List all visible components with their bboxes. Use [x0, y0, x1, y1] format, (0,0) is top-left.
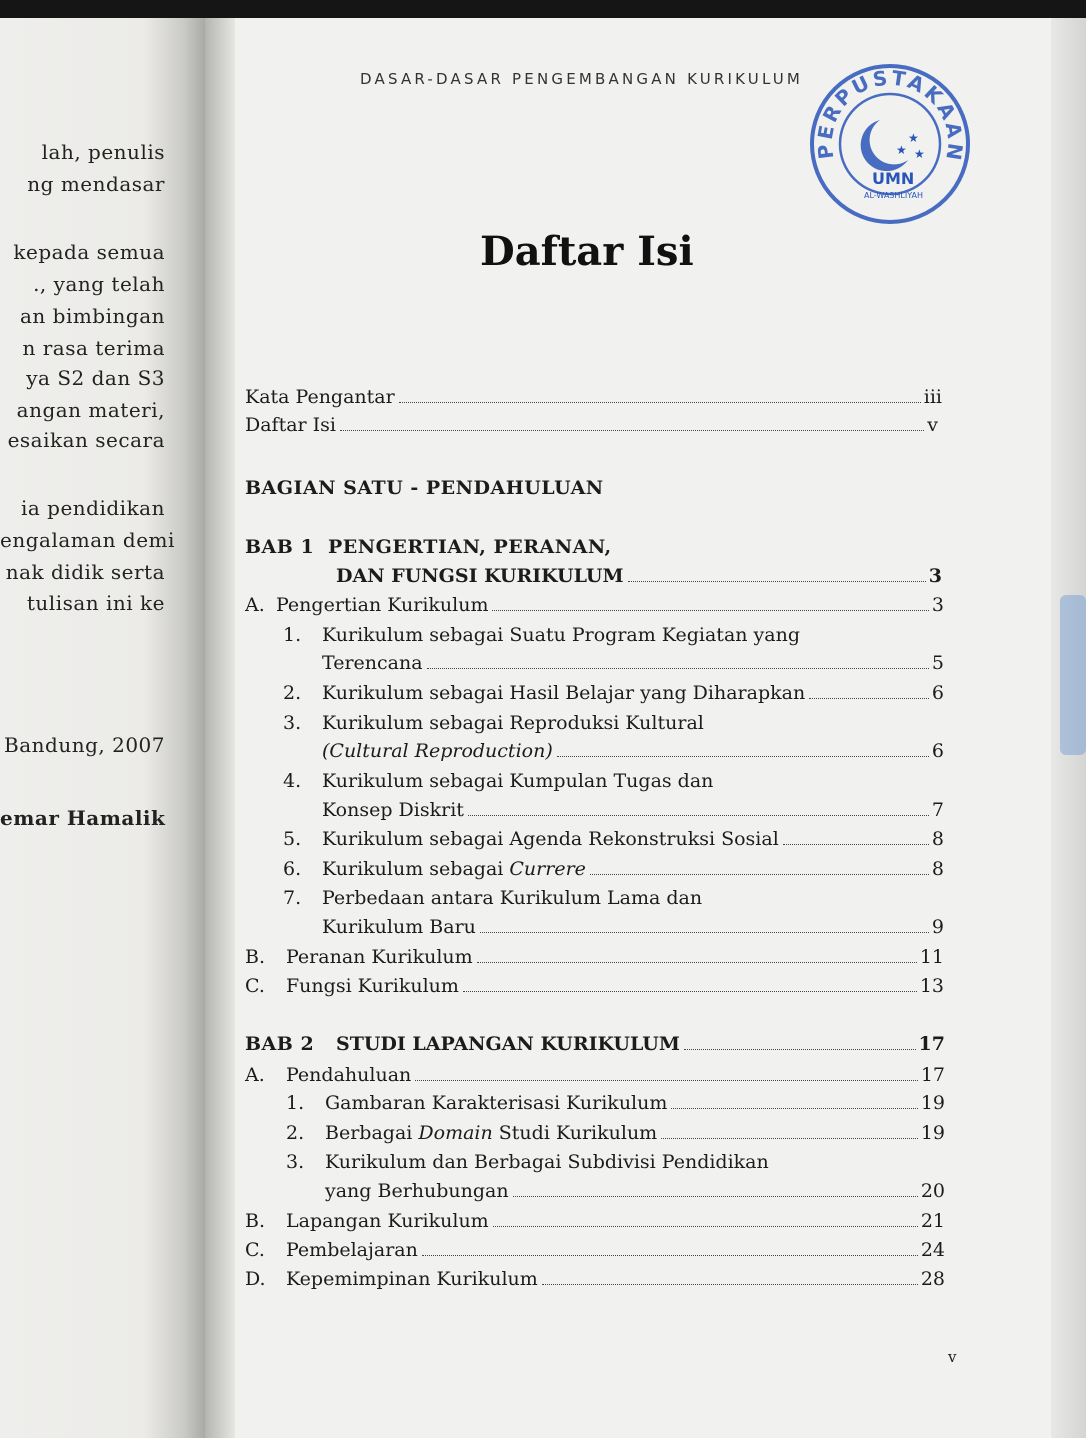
left-page-line: Bandung, 2007	[4, 733, 165, 757]
toc-entry-label: Kurikulum sebagai Reproduksi Kultural	[322, 712, 704, 734]
item-number: 4.	[283, 770, 302, 792]
left-page-signature: emar Hamalik	[0, 806, 166, 830]
toc-entry	[325, 1092, 945, 1114]
toc-entry-label: Peranan Kurikulum	[286, 946, 473, 968]
toc-entry-page: iii	[923, 386, 942, 408]
left-page-line: kepada semua	[13, 240, 165, 264]
toc-entry	[322, 799, 944, 821]
chapter-number: BAB 1	[245, 536, 315, 558]
toc-entry	[286, 946, 944, 968]
toc-entry-label: Pembelajaran	[286, 1239, 418, 1261]
svg-text:★: ★	[908, 131, 919, 145]
blue-sticker-edge	[1060, 595, 1086, 755]
toc-entry-label: Fungsi Kurikulum	[286, 975, 459, 997]
toc-entry	[322, 740, 944, 762]
toc-entry-label: Kurikulum sebagai Suatu Program Kegiatan yang	[322, 624, 801, 646]
chapter-title-line: STUDI LAPANGAN KURIKULUM	[336, 1033, 680, 1055]
left-page-line: an bimbingan	[19, 304, 165, 328]
item-number: 1.	[286, 1092, 305, 1114]
toc-entry	[245, 414, 938, 436]
toc-entry	[245, 386, 942, 408]
stamp-center-text: UMN	[872, 169, 915, 188]
stamp-top-text: PERPUSTAKAAN	[812, 65, 968, 165]
toc-entry-page: 8	[931, 828, 944, 850]
toc-entry-label: Kepemimpinan Kurikulum	[286, 1268, 538, 1290]
section-letter: D.	[245, 1268, 266, 1290]
toc-entry-label: yang Berhubungan	[325, 1180, 509, 1202]
toc-entry-label: Kurikulum sebagai Hasil Belajar yang Diharapkan	[322, 682, 806, 704]
toc-entry-page: v	[927, 414, 938, 436]
toc-entry-label: Konsep Diskrit	[322, 799, 464, 821]
toc-entry-page: 17	[920, 1064, 945, 1086]
toc-entry	[322, 682, 944, 704]
left-page-line: engalaman demi	[0, 528, 175, 552]
scanner-top-edge	[0, 0, 1086, 18]
toc-entry-page: 20	[920, 1180, 945, 1202]
toc-entry-label: Terencana	[322, 652, 423, 674]
toc-entry-label: Pendahuluan	[286, 1064, 412, 1086]
left-page-line: n rasa terima	[22, 336, 165, 360]
left-page-line: nak didik serta	[5, 560, 165, 584]
left-page-line: esaikan secara	[7, 428, 165, 452]
toc-entry-page: 17	[918, 1033, 945, 1055]
toc-entry	[276, 594, 944, 616]
toc-entry	[286, 1210, 945, 1232]
item-number: 5.	[283, 828, 302, 850]
toc-entry-label-italic: Domain	[418, 1122, 493, 1144]
toc-entry-page: 6	[931, 682, 944, 704]
toc-entry	[286, 1239, 945, 1261]
left-page-line: ia pendidikan	[20, 496, 165, 520]
toc-entry-label: Berbagai	[325, 1122, 419, 1144]
toc-entry-page: 11	[919, 946, 944, 968]
toc-entry-label: Pengertian Kurikulum	[276, 594, 489, 616]
toc-entry-label-italic: Currere	[509, 858, 586, 880]
chapter-title-line: PENGERTIAN, PERANAN,	[328, 536, 612, 558]
chapter-title-entry	[336, 1033, 945, 1055]
toc-entry-page: 13	[919, 975, 944, 997]
toc-entry	[322, 652, 944, 674]
toc-entry-page: 3	[928, 565, 942, 587]
chapter-number: BAB 2	[245, 1033, 315, 1055]
toc-entry-label: Kurikulum sebagai Kumpulan Tugas dan	[322, 770, 714, 792]
chapter-title-entry	[336, 565, 942, 587]
toc-entry-label: Gambaran Karakterisasi Kurikulum	[325, 1092, 668, 1114]
toc-entry-label: Kurikulum sebagai	[322, 858, 510, 880]
item-number: 2.	[283, 682, 302, 704]
toc-entry-page: 9	[931, 916, 944, 938]
item-number: 3.	[283, 712, 302, 734]
toc-entry-label: Daftar Isi	[245, 414, 337, 436]
toc-entry-page: 28	[920, 1268, 945, 1290]
item-number: 3.	[286, 1151, 305, 1173]
toc-entry	[286, 1268, 945, 1290]
toc-entry-page: 19	[920, 1092, 945, 1114]
toc-entry-label: Kata Pengantar	[245, 386, 395, 408]
toc-entry	[322, 828, 944, 850]
page-title: Daftar Isi	[480, 228, 694, 275]
running-header: DASAR-DASAR PENGEMBANGAN KURIKULUM	[360, 70, 804, 88]
toc-entry-page: 19	[920, 1122, 945, 1144]
svg-text:★: ★	[896, 143, 907, 157]
toc-entry-page: 24	[920, 1239, 945, 1261]
toc-entry-label: Kurikulum Baru	[322, 916, 476, 938]
section-letter: A.	[245, 1064, 265, 1086]
left-page	[0, 18, 205, 1438]
item-number: 1.	[283, 624, 302, 646]
section-letter: A.	[245, 594, 265, 616]
toc-entry	[322, 858, 944, 880]
item-number: 2.	[286, 1122, 305, 1144]
book-spine-shadow	[205, 18, 235, 1438]
toc-entry-label: Studi Kurikulum	[492, 1122, 658, 1144]
toc-entry-page: 3	[931, 594, 944, 616]
left-page-line: ., yang telah	[33, 272, 165, 296]
toc-entry-page: 7	[931, 799, 944, 821]
left-page-line: ya S2 dan S3	[26, 366, 165, 390]
page-number: v	[948, 1348, 957, 1366]
toc-entry	[325, 1122, 945, 1144]
section-letter: B.	[245, 1210, 266, 1232]
section-letter: C.	[245, 975, 265, 997]
toc-entry-label: (Cultural Reproduction)	[322, 740, 553, 762]
item-number: 6.	[283, 858, 302, 880]
toc-entry-label: Lapangan Kurikulum	[286, 1210, 489, 1232]
toc-entry-page: 6	[931, 740, 944, 762]
left-page-line: lah, penulis	[41, 140, 165, 164]
section-letter: B.	[245, 946, 266, 968]
toc-entry-page: 5	[931, 652, 944, 674]
section-letter: C.	[245, 1239, 265, 1261]
item-number: 7.	[283, 887, 302, 909]
stamp-bottom-text: AL-WASHLIYAH	[864, 191, 923, 200]
library-stamp-icon	[808, 62, 972, 226]
chapter-title-line: DAN FUNGSI KURIKULUM	[336, 565, 624, 587]
toc-entry-page: 8	[931, 858, 944, 880]
toc-entry	[286, 975, 944, 997]
toc-entry-page: 21	[920, 1210, 945, 1232]
toc-entry-label: Kurikulum sebagai Agenda Rekonstruksi Sosial	[322, 828, 779, 850]
left-page-line: ng mendasar	[27, 172, 165, 196]
svg-text:PERPUSTAKAAN	[812, 65, 967, 164]
toc-entry-label: Kurikulum dan Berbagai Subdivisi Pendidikan	[325, 1151, 769, 1173]
toc-entry	[322, 916, 944, 938]
toc-entry	[286, 1064, 945, 1086]
svg-text:★: ★	[914, 147, 925, 161]
toc-entry-label: Perbedaan antara Kurikulum Lama dan	[322, 887, 703, 909]
left-page-line: angan materi,	[16, 398, 165, 422]
toc-entry	[325, 1180, 945, 1202]
part-heading: BAGIAN SATU - PENDAHULUAN	[245, 477, 604, 499]
left-page-line: tulisan ini ke	[26, 591, 165, 615]
